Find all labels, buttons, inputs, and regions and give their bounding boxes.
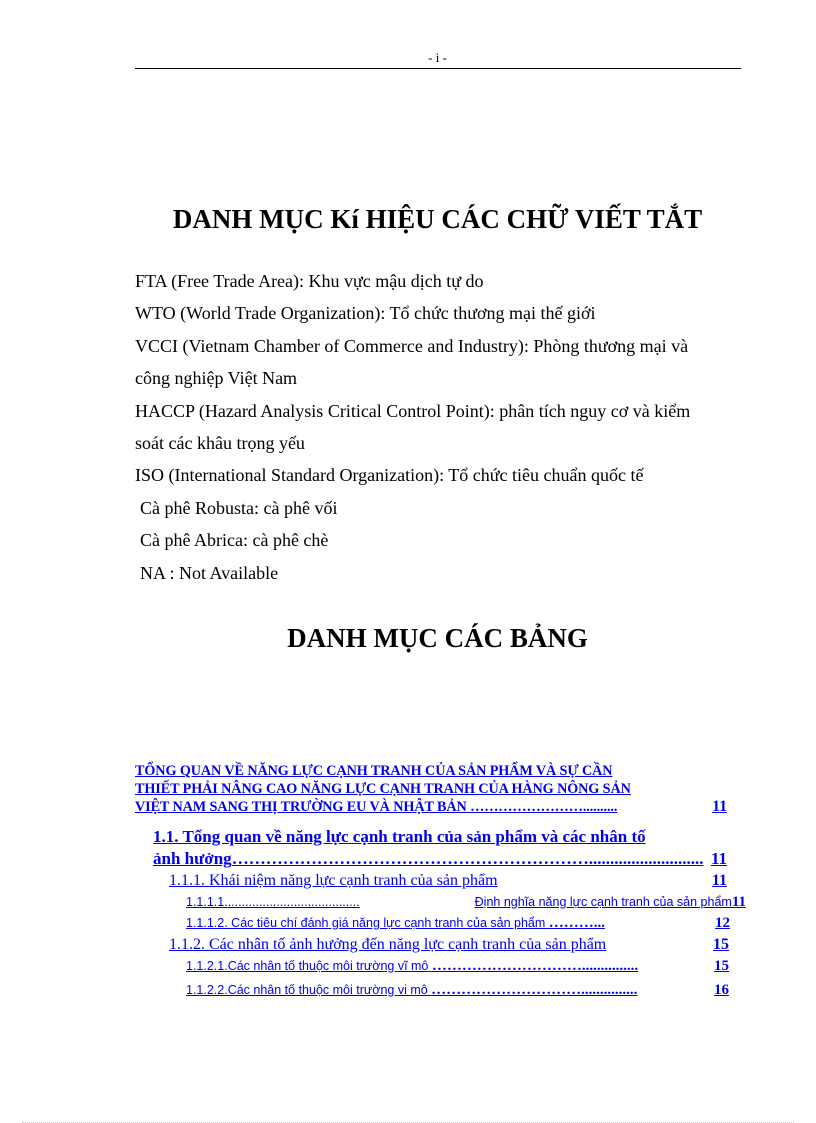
toc-section-1-1-1-2-link[interactable]	[186, 913, 730, 934]
tables-title: DANH MỤC CÁC BẢNG	[287, 623, 588, 653]
toc-section-1-1-dots: ………………………………………………………...........................	[231, 849, 704, 868]
toc-chapter-link[interactable]	[135, 762, 727, 816]
toc-section-1-1-2-page: 15	[713, 936, 729, 953]
toc-section-1-1-line-2: ảnh hưởng	[153, 849, 232, 868]
toc-section-1-1-link[interactable]	[153, 826, 727, 870]
toc-section-1-1-2-1-page: 15	[714, 958, 729, 974]
toc-chapter-line-1: TỔNG QUAN VỀ NĂNG LỰC CẠNH TRANH CỦA SẢN PHẨM VÀ SỰ CẦN	[135, 763, 613, 779]
toc-section-1-1-1-2-text: 1.1.1.2. Các tiêu chí đánh giá năng lực cạnh tranh của sản phẩm	[186, 916, 546, 930]
toc-section-1-1-line-1: 1.1. Tổng quan về năng lực cạnh tranh của sản phẩm và các nhân tố	[153, 827, 646, 846]
toc-section-1-1-2-link[interactable]	[169, 934, 729, 956]
toc-section-1-1-1-1-number: 1.1.1.1.	[186, 895, 228, 909]
toc-section-1-1-2-2-page: 16	[714, 982, 729, 998]
toc-section-1-1-2-1-text: 1.1.2.1.Các nhân tố thuộc môi trường vĩ mô	[186, 959, 429, 973]
abbreviation-abrica: Cà phê Abrica: cà phê chè	[140, 530, 329, 551]
toc-section-1-1-1-1-link[interactable]	[186, 892, 746, 913]
page-number: - i -	[428, 50, 447, 65]
toc-section-1-1-2-2-text: 1.1.2.2.Các nhân tố thuộc môi trường vi mô	[186, 983, 428, 997]
abbreviation-vcci-cont: công nghiệp Việt Nam	[135, 368, 298, 389]
abbreviation-haccp-cont: soát các khâu trọng yếu	[135, 433, 305, 454]
toc-section-1-1-1-text: 1.1.1. Khái niệm năng lực cạnh tranh của sản phẩm	[169, 872, 498, 889]
abbreviation-robusta: Cà phê Robusta: cà phê vối	[140, 497, 338, 518]
toc-section-1-1-2-1-dots: …………………………...............	[431, 958, 639, 974]
toc-chapter-page: 11	[712, 798, 727, 815]
toc-chapter-line-3: VIỆT NAM SANG THỊ TRƯỜNG EU VÀ NHẬT BẢN	[135, 799, 467, 815]
abbreviation-na: NA : Not Available	[140, 562, 279, 583]
abbreviation-haccp: HACCP (Hazard Analysis Critical Control Point): phân tích nguy cơ và kiểm	[135, 400, 691, 421]
toc-section-1-1-2-1-link[interactable]	[186, 956, 729, 977]
toc-section-1-1-2-2-link[interactable]	[186, 980, 729, 1001]
abbreviations-title: DANH MỤC Kí HIỆU CÁC CHỮ VIẾT TẮT	[172, 204, 703, 234]
abbreviations-list	[135, 265, 740, 589]
toc-section-1-1-1-1-text: Định nghĩa năng lực cạnh tranh của sản phẩm	[474, 895, 732, 909]
abbreviation-fta: FTA (Free Trade Area): Khu vực mậu dịch tự do	[135, 271, 484, 291]
toc-section-1-1-1-1-dots: ......................................	[227, 895, 360, 909]
toc-section-1-1-1-1-page: 11	[731, 894, 746, 910]
abbreviation-iso: ISO (International Standard Organization): Tổ chức tiêu chuẩn quốc tế	[135, 465, 644, 486]
table-of-contents	[135, 762, 747, 1001]
header-rule	[135, 68, 741, 69]
abbreviation-wto: WTO (World Trade Organization): Tổ chức thương mại thế giới	[135, 303, 596, 324]
toc-section-1-1-1-link[interactable]	[169, 870, 727, 892]
toc-chapter-dots: ……………………..........	[470, 799, 618, 815]
toc-section-1-1-2-2-dots: …………………………...............	[431, 982, 638, 998]
toc-section-1-1-2-text: 1.1.2. Các nhân tố ảnh hưởng đến năng lực cạnh tranh của sản phẩm	[169, 936, 607, 953]
toc-section-1-1-1-2-dots: ………...	[548, 915, 606, 931]
toc-section-1-1-1-page: 11	[711, 872, 727, 889]
abbreviation-vcci: VCCI (Vietnam Chamber of Commerce and Industry): Phòng thương mại và	[135, 335, 689, 356]
toc-chapter-line-2: THIẾT PHẢI NÂNG CAO NĂNG LỰC CẠNH TRANH CỦA HÀNG NÔNG SẢN	[135, 781, 631, 797]
toc-section-1-1-1-2-page: 12	[715, 915, 730, 931]
toc-section-1-1-page: 11	[710, 849, 727, 868]
